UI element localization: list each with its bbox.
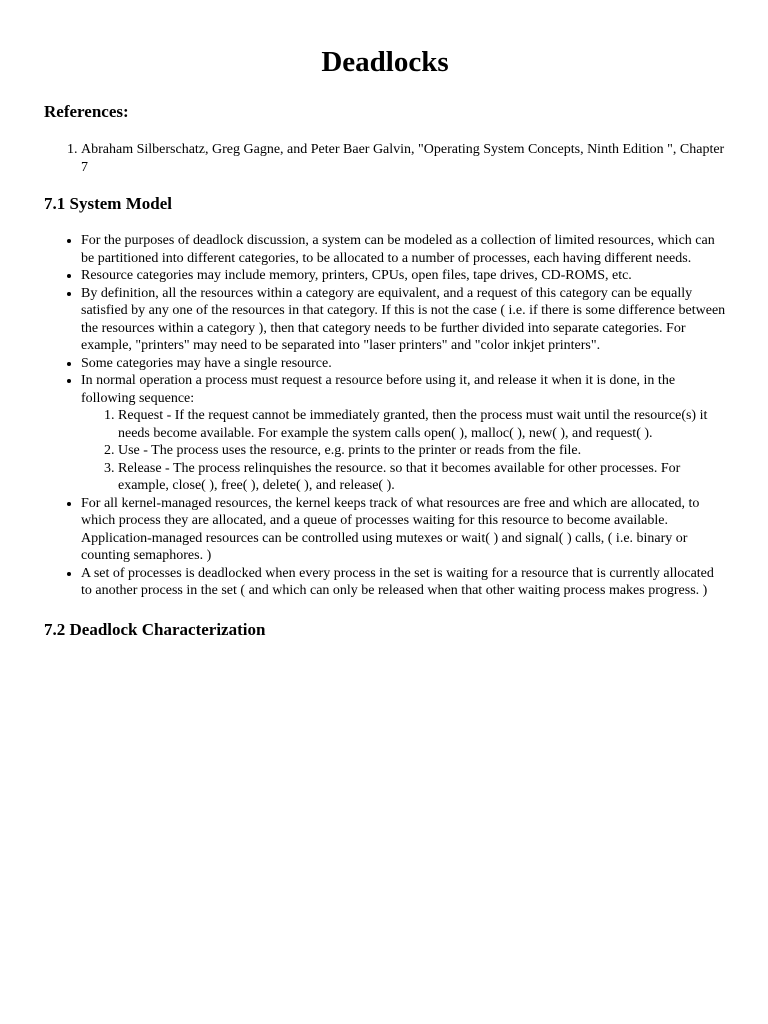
- bullet-item: • Some categories may have a single resource.: [81, 355, 726, 373]
- request-use-release-sequence: [81, 407, 726, 495]
- bullet-item: • A set of processes is deadlocked when every process in the set is waiting for a resource that is currently allocated to another process in the set ( and which can only be released when that other waiting process makes progress. ): [81, 565, 726, 600]
- sequence-step-release: 3. Release - The process relinquishes the resource. so that it becomes available for other processes. For example, close( ), free( ), delete( ), and release( ).: [118, 460, 726, 495]
- bullet-text: In normal operation a process must request a resource before using it, and release it when it is done, in the following sequence:: [81, 373, 676, 406]
- bullet-item: • By definition, all the resources within a category are equivalent, and a request of this category can be equally satisfied by any one of the resources in that category. If this is not the case ( i.e. if there is some difference between the resources within a category ), then that category needs to be further divided into separate categories. For example, "printers" may need to be separated into "laser printers" and "color inkjet printers".: [81, 285, 726, 355]
- bullet-item-with-sequence: [81, 372, 726, 495]
- bullet-item: • For the purposes of deadlock discussion, a system can be modeled as a collection of limited resources, which can be partitioned into different categories, to be allocated to a number of processes, each having different needs.: [81, 232, 726, 267]
- sequence-step-request: 1. Request - If the request cannot be immediately granted, then the process must wait until the resource(s) it needs become available. For example the system calls open( ), malloc( ), new( ), and request( ).: [118, 407, 726, 442]
- section-heading-deadlock-characterization: 7.2 Deadlock Characterization: [44, 619, 266, 639]
- page-title: Deadlocks: [321, 46, 449, 78]
- reference-item: 1. Abraham Silberschatz, Greg Gagne, and Peter Baer Galvin, "Operating System Concepts, Ninth Edition ", Chapter 7: [81, 141, 726, 176]
- section-heading-system-model: 7.1 System Model: [44, 194, 172, 213]
- sequence-step-use: 2. Use - The process uses the resource, e.g. prints to the printer or reads from the file.: [118, 442, 726, 460]
- system-model-bullet-list: [44, 232, 726, 600]
- bullet-item: • For all kernel-managed resources, the kernel keeps track of what resources are free and which are allocated, to which process they are allocated, and a queue of processes waiting for this resource to become available. Application-managed resources can be controlled using mutexes or wait( ) and signal( ) calls, ( i.e. binary or counting semaphores. ): [81, 495, 726, 565]
- references-list: [44, 141, 726, 176]
- references-heading: References:: [44, 102, 129, 121]
- bullet-item: • Resource categories may include memory, printers, CPUs, open files, tape drives, CD-ROMS, etc.: [81, 267, 726, 285]
